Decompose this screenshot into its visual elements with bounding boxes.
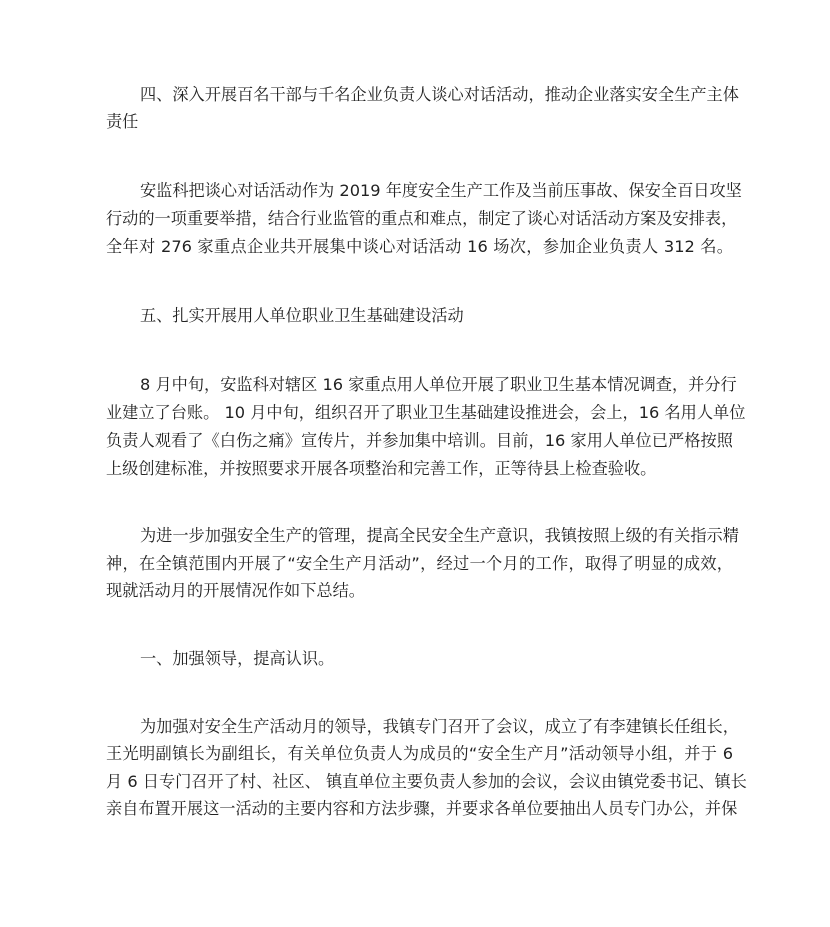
text-line: 负责人观看了《白伤之痛》宣传片，并参加集中培训。目前，16 家用人单位已严格按照	[106, 431, 733, 450]
text-line: 五、扎实开展用人单位职业卫生基础建设活动	[140, 306, 464, 325]
text-line: 行动的一项重要举措，结合行业监管的重点和难点，制定了谈心对话活动方案及安排表，	[106, 209, 738, 228]
text-line: 全年对 276 家重点企业共开展集中谈心对话活动 16 场次，参加企业负责人 312 名。	[106, 237, 733, 256]
text-line: 业建立了台账。 10 月中旬，组织召开了职业卫生基础建设推进会，会上，16 名用人单位	[106, 403, 746, 422]
text-line: 月 6 日专门召开了村、社区、 镇直单位主要负责人参加的会议，会议由镇党委书记、镇长	[106, 772, 747, 791]
text-line: 为进一步加强安全生产的管理，提高全民安全生产意识，我镇按照上级的有关指示精	[140, 526, 739, 545]
text-line: 现就活动月的开展情况作如下总结。	[106, 581, 365, 600]
text-line: 四、深入开展百名干部与千名企业负责人谈心对话活动，推动企业落实安全生产主体	[140, 85, 739, 104]
text-line: 8 月中旬，安监科对辖区 16 家重点用人单位开展了职业卫生基本情况调查，并分行	[140, 375, 737, 394]
text-line: 神，在全镇范围内开展了“安全生产月活动”，经过一个月的工作，取得了明显的成效，	[106, 554, 733, 573]
text-line: 上级创建标准，并按照要求开展各项整治和完善工作，正等待县上检查验收。	[106, 459, 657, 478]
text-line: 责任	[106, 112, 139, 131]
text-line: 亲自布置开展这一活动的主要内容和方法步骤，并要求各单位要抽出人员专门办公，并保	[106, 799, 738, 818]
text-line: 安监科把谈心对话活动作为 2019 年度安全生产工作及当前压事故、保安全百日攻坚	[140, 181, 742, 200]
text-line: 王光明副镇长为副组长，有关单位负责人为成员的“安全生产月”活动领导小组，并于 6	[106, 744, 733, 763]
text-line: 为加强对安全生产活动月的领导，我镇专门召开了会议，成立了有李建镇长任组长，	[140, 717, 739, 736]
text-line: 一、加强领导，提高认识。	[140, 649, 335, 668]
